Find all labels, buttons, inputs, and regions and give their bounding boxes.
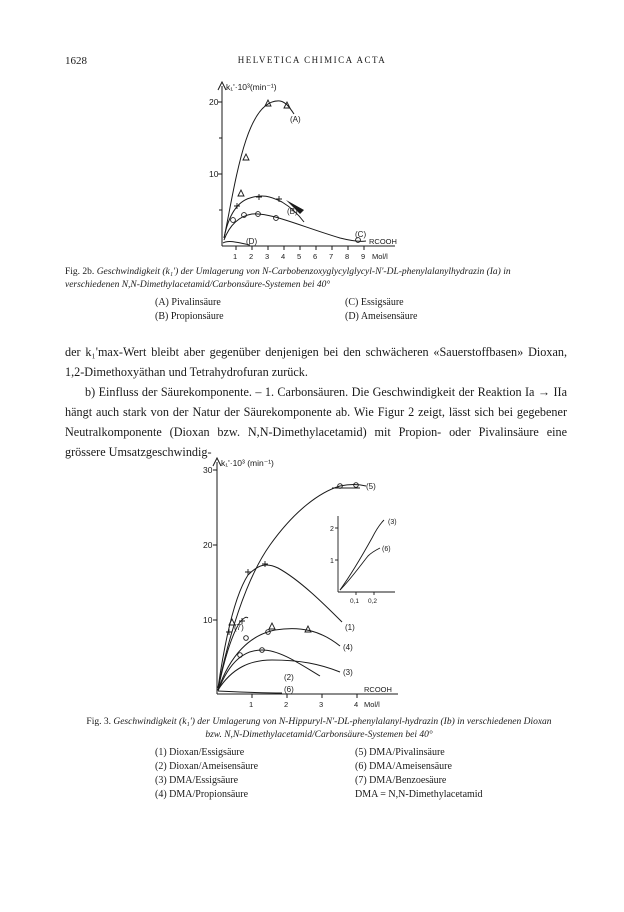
fig3-label-3: (3) bbox=[343, 668, 353, 677]
fig3-label-1: (1) bbox=[345, 623, 355, 632]
fig3-inset-label-3: (3) bbox=[388, 519, 397, 526]
fig3-xtick: 1 bbox=[249, 700, 254, 709]
paragraph-1: der k₁'max-Wert bleibt aber gegenüber denjenigen bei den schwächeren «Sauerstoffbasen» Dioxan, 1,2-Dimethoxyäthan und Tetrahydrofuran zurück. bbox=[65, 345, 567, 379]
fig3-ytick-30: 30 bbox=[203, 465, 213, 475]
fig2b-xtick: 3 bbox=[265, 252, 270, 261]
fig2b-xtick: 6 bbox=[313, 252, 318, 261]
fig3-label-6: (6) bbox=[284, 685, 294, 694]
fig2b-legend-item: (B) Propionsäure bbox=[155, 311, 224, 322]
fig3-legend-item: (5) DMA/Pivalinsäure bbox=[355, 747, 445, 758]
fig3-inset-label-6: (6) bbox=[382, 546, 391, 553]
fig2b-caption-prefix: Fig. 2b. bbox=[65, 267, 95, 277]
fig3-ytick-10: 10 bbox=[203, 615, 213, 625]
fig2b-legend-item: (A) Pivalinsäure bbox=[155, 297, 221, 308]
fig3-label-4: (4) bbox=[343, 643, 353, 652]
fig3-x-unit: Mol/l bbox=[364, 700, 380, 709]
fig2b-caption-text: Geschwindigkeit (k₁') der Umlagerung von N-Carbobenzoxyglycylglycyl-N'-DL-phenylalanylhydrazin (Ia) in verschiedenen N,N-Dimethylacetamid/Carbonsäure-Systemen bei 40° bbox=[65, 267, 511, 290]
fig3-legend-item: (2) Dioxan/Ameisensäure bbox=[155, 761, 259, 772]
fig3-curve-4 bbox=[218, 629, 340, 690]
fig2b-xtick: 2 bbox=[249, 252, 254, 261]
fig2b-legend-item: (D) Ameisensäure bbox=[345, 311, 418, 322]
fig3-legend-item: (7) DMA/Benzoesäure bbox=[355, 775, 447, 786]
fig3-rcooh-label: RCOOH bbox=[364, 685, 392, 694]
fig3-label-5: (5) bbox=[366, 482, 376, 491]
page-number: 1628 bbox=[65, 55, 87, 67]
fig3-inset-ytick: 2 bbox=[330, 526, 334, 533]
fig3-legend-item: (6) DMA/Ameisensäure bbox=[355, 761, 452, 772]
fig2b-label-A: (A) bbox=[290, 115, 301, 124]
fig2b-label-B: (B) bbox=[287, 207, 298, 216]
fig3-legend-item: (3) DMA/Essigsäure bbox=[155, 775, 239, 786]
fig3-y-label: k₁'·10³ (min⁻¹) bbox=[221, 458, 274, 468]
fig2b-xtick: 5 bbox=[297, 252, 302, 261]
fig3-label-7: (7) bbox=[234, 623, 244, 632]
fig3-label-2: (2) bbox=[284, 673, 294, 682]
fig2b-y-label: k₁'·10³(min⁻¹) bbox=[226, 82, 277, 92]
fig3-inset bbox=[335, 516, 395, 595]
fig2b-label-D: (D) bbox=[246, 237, 258, 246]
fig2b-label-C: (C) bbox=[355, 230, 367, 239]
fig2b-ytick-20: 20 bbox=[209, 97, 219, 107]
fig2b-xtick: 8 bbox=[345, 252, 350, 261]
paragraph-2: b) Einfluss der Säurekomponente. – 1. Carbonsäuren. Die Geschwindigkeit der Reaktion Ia → IIa hängt auch stark von der Natur der Säurekomponente ab. Wie Figur 2 zeigt, lässt sich bei gegebener Neutralkomponente (Dioxan bzw. N,N-Dimethylacetamid) mit Propion- oder Pivalinsäure eine grössere Umsatzgeschwindig- bbox=[65, 385, 567, 459]
fig3-legend-item: (1) Dioxan/Essigsäure bbox=[155, 747, 245, 758]
fig2b-xtick: 4 bbox=[281, 252, 286, 261]
fig2b-rcooh-label: RCOOH bbox=[369, 237, 397, 246]
fig3-inset-xtick: 0,1 bbox=[350, 598, 360, 605]
fig2b-ytick-10: 10 bbox=[209, 169, 219, 179]
fig2b-x-unit: Mol/l bbox=[372, 252, 388, 261]
fig3-ytick-20: 20 bbox=[203, 540, 213, 550]
fig2b-xtick: 9 bbox=[361, 252, 366, 261]
journal-title: HELVETICA CHIMICA ACTA bbox=[237, 55, 387, 65]
fig3-inset-ytick: 1 bbox=[330, 558, 334, 565]
fig3-curve-6 bbox=[218, 691, 282, 693]
fig3-caption-text: Geschwindigkeit (k₁') der Umlagerung von N-Hippuryl-N'-DL-phenylalanyl-hydrazin (Ib) in verschiedenen Dioxan bzw. N,N-Dimethylacetamid/Carbonsäure-Systemen bei 40° bbox=[113, 717, 552, 740]
fig3-legend-item: (4) DMA/Propionsäure bbox=[155, 789, 249, 800]
fig3-curve-2 bbox=[218, 650, 320, 691]
fig2b-legend-item: (C) Essigsäure bbox=[345, 297, 404, 308]
fig3-inset-xtick: 0,2 bbox=[368, 598, 378, 605]
fig3-curve-3 bbox=[218, 660, 340, 690]
fig2b-xtick: 7 bbox=[329, 252, 334, 261]
fig2b-xtick: 1 bbox=[233, 252, 238, 261]
fig3-legend-item: DMA = N,N-Dimethylacetamid bbox=[355, 789, 483, 800]
fig3-xtick: 3 bbox=[319, 700, 324, 709]
fig3-xtick: 2 bbox=[284, 700, 289, 709]
fig3-caption-prefix: Fig. 3. bbox=[86, 717, 111, 727]
fig3-caption bbox=[80, 716, 558, 742]
fig3-xtick: 4 bbox=[354, 700, 359, 709]
